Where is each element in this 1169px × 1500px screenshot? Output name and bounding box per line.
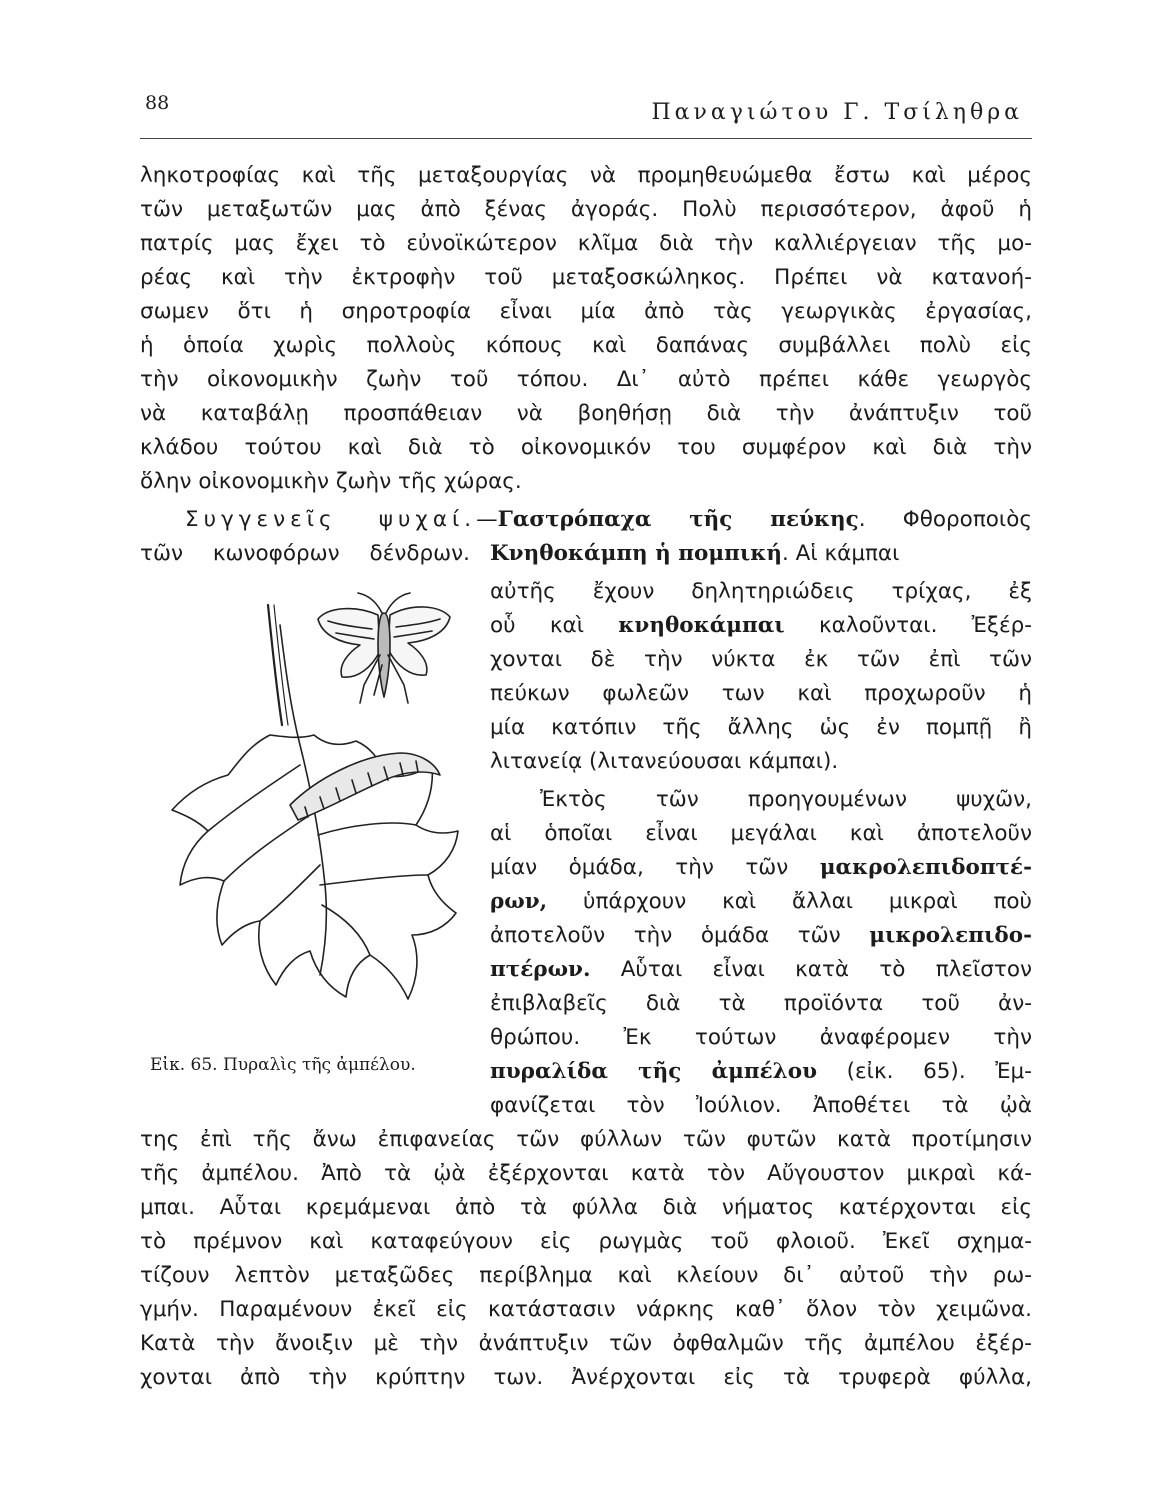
text-line: τίζουν λεπτὸν μεταξῶδες περίβλημα καὶ κλείουν δι᾽ αὐτοῦ τὴν ρω- — [140, 1263, 1032, 1288]
bold-term: Κνηθοκάμπη ἡ πομπική — [490, 541, 782, 566]
bold-term: πυραλίδα τῆς ἀμπέλου — [490, 1059, 818, 1084]
text-line: ἡ ὁποία χωρὶς πολλοὺς κόπους καὶ δαπάνας συμβάλλει πολὺ εἰς — [140, 333, 1032, 358]
text-line — [490, 540, 899, 568]
text-line: της ἐπὶ τῆς ἄνω ἐπιφανείας τῶν φύλλων τῶν φυτῶν κατὰ προτίμησιν — [140, 1127, 1032, 1152]
text-line: ρέας καὶ τὴν ἐκτροφὴν τοῦ μεταξοσκώληκος. Πρέπει νὰ κατανοή- — [140, 265, 1032, 290]
text-run: μίαν ὁμάδα, τὴν τῶν — [490, 855, 789, 880]
text-run: (εἰκ. 65). Ἐμ- — [846, 1059, 1032, 1084]
text-line: Ἐκτὸς τῶν προηγουμένων ψυχῶν, — [540, 787, 1032, 812]
text-line: κλάδου τούτου καὶ διὰ τὸ οἰκονομικόν του συμφέρον καὶ διὰ τὴν — [140, 435, 1032, 460]
text-run: καλοῦνται. Ἐξέρ- — [819, 613, 1032, 638]
text-line — [185, 506, 1032, 534]
text-line: ληκοτροφίας καὶ τῆς μεταξουργίας νὰ προμηθευώμεθα ἔστω καὶ μέρος — [140, 163, 1032, 188]
text-line: πατρίς μας ἔχει τὸ εὐνοϊκώτερον κλῖμα διὰ τὴν καλλιέργειαν τῆς μο- — [140, 231, 1032, 256]
moth-wing-right — [388, 607, 450, 675]
figure-caption: Εἰκ. 65. Πυραλὶς τῆς ἀμπέλου. — [150, 1055, 416, 1075]
running-head: Παναγιώτου Γ. Τσίληθρα — [651, 100, 1023, 125]
text-line — [490, 854, 1032, 882]
text-line: σωμεν ὅτι ἡ σηροτροφία εἶναι μία ἀπὸ τὰς γεωργικὰς ἐργασίας, — [140, 299, 1032, 324]
text-line — [490, 1058, 1032, 1086]
text-line: τῆς ἀμπέλου. Ἀπὸ τὰ ᾠὰ ἐξέρχονται κατὰ τὸν Αὔγουστον μικραὶ κά- — [140, 1161, 1032, 1186]
page-number: 88 — [145, 92, 170, 114]
text-line — [490, 612, 1032, 640]
section-heading: Συγγενεῖς ψυχαί. — [185, 507, 477, 532]
leaf-vein — [318, 823, 416, 835]
text-line: λιτανείᾳ (λιτανεύουσαι κάμπαι). — [490, 749, 839, 774]
bold-term: μακρολεπιδοπτέ- — [819, 855, 1033, 880]
dash: — — [476, 507, 498, 532]
header-rule — [140, 138, 1032, 139]
text-line — [490, 922, 1032, 950]
text-line: θρώπου. Ἐκ τούτων ἀναφέρομεν τὴν — [490, 1025, 1032, 1050]
text-run: Αὗται εἶναι κατὰ τὸ πλεῖστον — [620, 957, 1032, 982]
text-line: μία κατόπιν τῆς ἄλλης ὡς ἐν πομπῇ ἢ — [490, 715, 1032, 740]
leaf-vein — [322, 905, 370, 955]
text-line: αὐτῆς ἔχουν δηλητηριώδεις τρίχας, ἐξ — [490, 579, 1032, 604]
text-run: ὑπάρχουν καὶ ἄλλαι μικραὶ ποὺ — [583, 889, 1032, 914]
text-run: . Αἱ κάμπαι — [781, 541, 900, 566]
leaf-vein — [224, 815, 310, 881]
text-line: τῶν μεταξωτῶν μας ἀπὸ ξένας ἀγοράς. Πολὺ περισσότερον, ἀφοῦ ἡ — [140, 197, 1032, 222]
bold-term: κνηθοκάμπαι — [618, 613, 785, 638]
text-line — [490, 888, 1032, 916]
caterpillar — [290, 753, 440, 820]
text-line: ἐπιβλαβεῖς διὰ τὰ προϊόντα τοῦ ἀν- — [490, 991, 1032, 1016]
text-run: οὗ καὶ — [490, 613, 584, 638]
text-line: Κατὰ τὴν ἄνοιξιν μὲ τὴν ἀνάπτυξιν τῶν ὀφθαλμῶν τῆς ἀμπέλου ἐξέρ- — [140, 1331, 1032, 1356]
moth-wing-left — [318, 609, 380, 678]
text-line: χονται δὲ τὴν νύκτα ἐκ τῶν ἐπὶ τῶν — [490, 647, 1032, 672]
text-line: τὴν οἰκονομικὴν ζωὴν τοῦ τόπου. Δι᾽ αὐτὸ πρέπει κάθε γεωργὸς — [140, 367, 1032, 392]
bold-term: πτέρων. — [490, 957, 591, 982]
text-line: φανίζεται τὸν Ἰούλιον. Ἀποθέτει τὰ ᾠὰ — [490, 1093, 1032, 1118]
text-line: μπαι. Αὗται κρεμάμεναι ἀπὸ τὰ φύλλα διὰ νήματος κατέρχονται εἰς — [140, 1195, 1032, 1220]
text-line: αἱ ὁποῖαι εἶναι μεγάλαι καὶ ἀποτελοῦν — [490, 821, 1032, 846]
text-line — [490, 956, 1032, 984]
moth-illustration — [150, 585, 470, 1045]
leaf-vein — [320, 875, 428, 885]
text-line: γμήν. Παραμένουν ἐκεῖ εἰς κατάστασιν νάρκης καθ᾽ ὅλον τὸν χειμῶνα. — [140, 1297, 1032, 1322]
text-line: νὰ καταβάλῃ προσπάθειαν νὰ βοηθήσῃ διὰ τὴν ἀνάπτυξιν τοῦ — [140, 401, 1032, 426]
text-run: . Φθοροποιὸς — [858, 507, 1032, 532]
text-run: ἀποτελοῦν τὴν ὁμάδα τῶν — [490, 923, 841, 948]
text-line: χονται ἀπὸ τὴν κρύπτην των. Ἀνέρχονται εἰς τὰ τρυφερὰ φύλλα, — [140, 1365, 1032, 1390]
text-line: τὸ πρέμνον καὶ καταφεύγουν εἰς ρωγμὰς τοῦ φλοιοῦ. Ἐκεῖ σχημα- — [140, 1229, 1032, 1254]
leaf-vein — [208, 765, 300, 831]
text-line: τῶν κωνοφόρων δένδρων. — [140, 541, 470, 566]
leaf-outline — [172, 735, 458, 999]
text-line: ὅλην οἰκονομικὴν ζωὴν τῆς χώρας. — [140, 469, 522, 494]
bold-term: μικρολεπιδο- — [869, 923, 1032, 948]
bold-term: ρων, — [490, 889, 548, 914]
bold-term: Γαστρόπαχα τῆς πεύκης — [497, 507, 859, 532]
text-line: πεύκων φωλεῶν των καὶ προχωροῦν ἡ — [490, 681, 1032, 706]
leaf-vein — [260, 865, 320, 921]
